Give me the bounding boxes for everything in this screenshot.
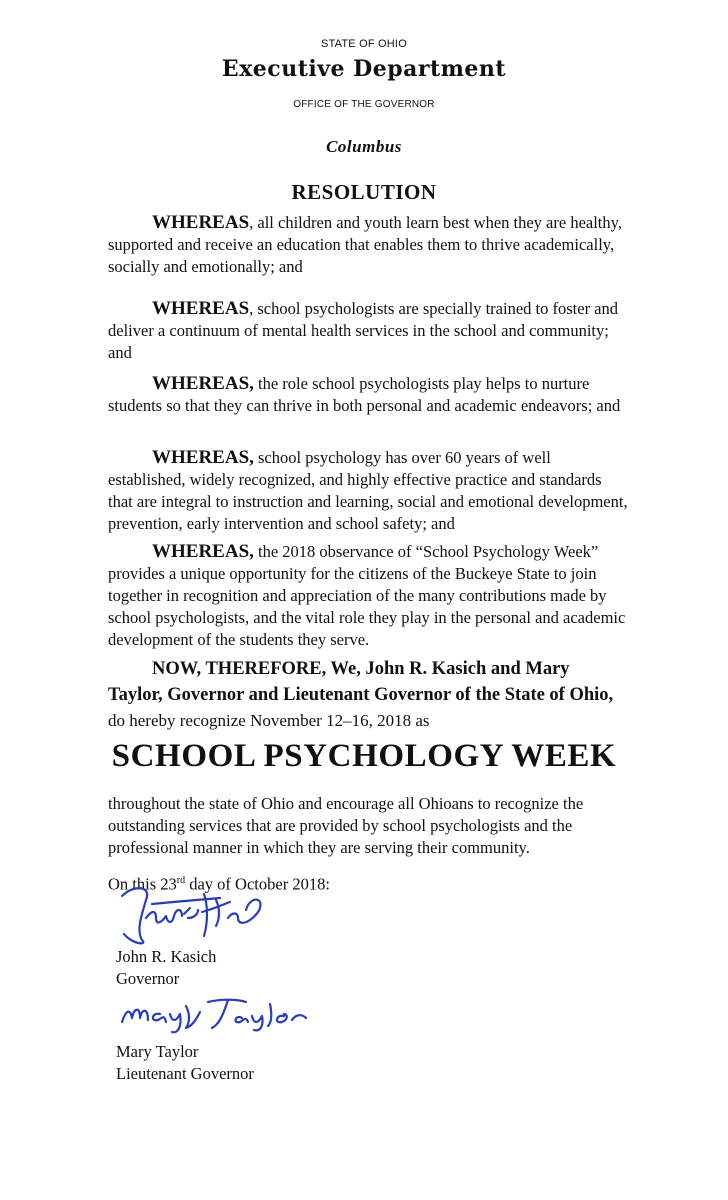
closing-paragraph: throughout the state of Ohio and encourage all Ohioans to recognize the outstanding services that are provided by school psychologists and the professional manner in which they are serving their community. [108,794,584,857]
whereas-text: school psychology has over 60 years of well established, widely recognized, and highly effective practice and standards that are integral to instruction and learning, social and emotional development, prevention, early intervention and school safety; and [108,448,628,533]
whereas-keyword: WHEREAS [152,298,250,319]
therefore-paragraph [108,656,628,733]
document-title: RESOLUTION [291,180,437,204]
whereas-text: , school psychologists are specially trained to foster and deliver a continuum of mental health services in the school and community; and [108,299,619,362]
governor-name: John R. Kasich [116,947,217,966]
whereas-paragraph [108,298,628,364]
whereas-paragraph [108,541,628,651]
whereas-text: the role school psychologists play helps to nurture students so that they can thrive in both personal and academic endeavors; and [108,374,621,415]
whereas-text: , all children and youth learn best when they are healthy, supported and receive an education that enables them to thrive academically, socially and emotionally; and [108,213,622,276]
whereas-keyword: WHEREAS, [152,373,254,394]
whereas-keyword: WHEREAS, [152,447,254,468]
lieutenant-governor-signature [116,992,316,1038]
department-heading: Executive Department [221,56,507,82]
whereas-keyword: WHEREAS, [152,541,254,562]
city-heading: Columbus [326,137,402,156]
lieutenant-governor-title: Lieutenant Governor [116,1064,254,1083]
proclamation-title: SCHOOL PSYCHOLOGY WEEK [111,738,617,774]
whereas-text: the 2018 observance of “School Psychology Week” provides a unique opportunity for the citizens of the Buckeye State to join together in recognition and appreciation of the many contributions made by school psychologists, and the vital role they play in the personal and academic development of the students they serve. [108,542,626,649]
therefore-bold: NOW, THEREFORE, We, John R. Kasich and Mary Taylor, Governor and Lieutenant Governor of the State of Ohio, [108,659,614,705]
lieutenant-governor-name: Mary Taylor [116,1042,199,1061]
whereas-paragraph [108,212,628,278]
therefore-text: do hereby recognize November 12–16, 2018 as [108,711,430,730]
whereas-paragraph [108,447,628,535]
governor-title: Governor [116,969,180,988]
whereas-paragraph [108,373,628,417]
whereas-keyword: WHEREAS [152,212,250,233]
governor-signature [112,878,272,950]
state-heading: STATE OF OHIO [321,38,407,50]
office-heading: OFFICE OF THE GOVERNOR [293,99,435,110]
date-line: On this 23rd day of October 2018: [108,874,330,894]
